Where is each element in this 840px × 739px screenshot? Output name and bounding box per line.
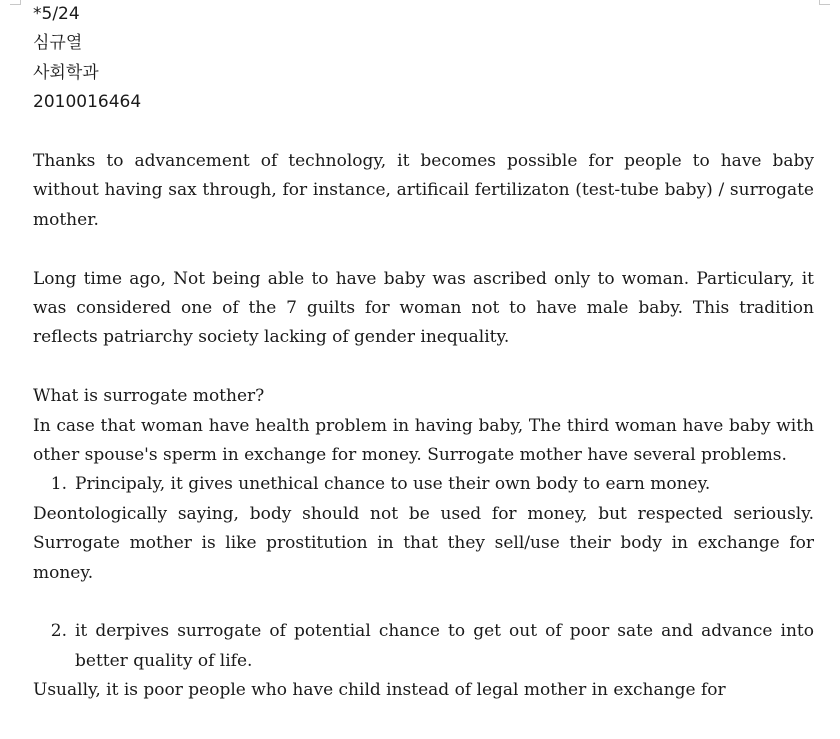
paragraph-history: Long time ago, Not being able to have baby was ascribed only to woman. Particulary, it was considered one of the 7 guilts for woman not to have male baby. This tradition reflects patriarchy society lacking of gender inequality.	[33, 268, 814, 348]
paragraph-point1-detail: Deontologically saying, body should not be used for money, but respected seriously. Surrogate mother is like prostitution in that they sell/use their body in exchange for money.	[33, 503, 814, 583]
page-corner-mark-left	[10, 0, 21, 5]
paragraph-intro: Thanks to advancement of technology, it becomes possible for people to have baby without having sax through, for instance, artificail fertilizaton (test-tube baby) / surrogate mother.	[33, 151, 814, 230]
list-text-1: Principaly, it gives unethical chance to use their own body to earn money.	[75, 474, 711, 495]
blank-line	[33, 118, 814, 147]
document-body[interactable]	[33, 0, 814, 706]
paragraph-point2-detail: Usually, it is poor people who have child instead of legal mother in exchange for	[33, 680, 726, 701]
header-name: 심규열	[33, 33, 83, 54]
header-department: 사회학과	[33, 62, 99, 83]
list-number-1: 1.	[50, 474, 67, 495]
list-item-1	[33, 470, 814, 499]
blank-line	[33, 588, 814, 617]
header-student-id: 2010016464	[33, 92, 142, 113]
blank-line	[33, 353, 814, 382]
paragraph-definition: In case that woman have health problem in having baby, The third woman have baby with other spouse's sperm in exchange for money. Surrogate mother have several problems.	[33, 415, 814, 466]
header-date: *5/24	[33, 4, 80, 24]
blank-line	[33, 235, 814, 264]
list-item-2	[33, 617, 814, 676]
list-text-2: it derpives surrogate of potential chance to get out of poor sate and advance into better quality of life.	[75, 621, 814, 671]
paragraph-question: What is surrogate mother?	[33, 386, 265, 407]
page-corner-mark-right	[819, 0, 830, 5]
list-number-2: 2.	[50, 621, 67, 642]
